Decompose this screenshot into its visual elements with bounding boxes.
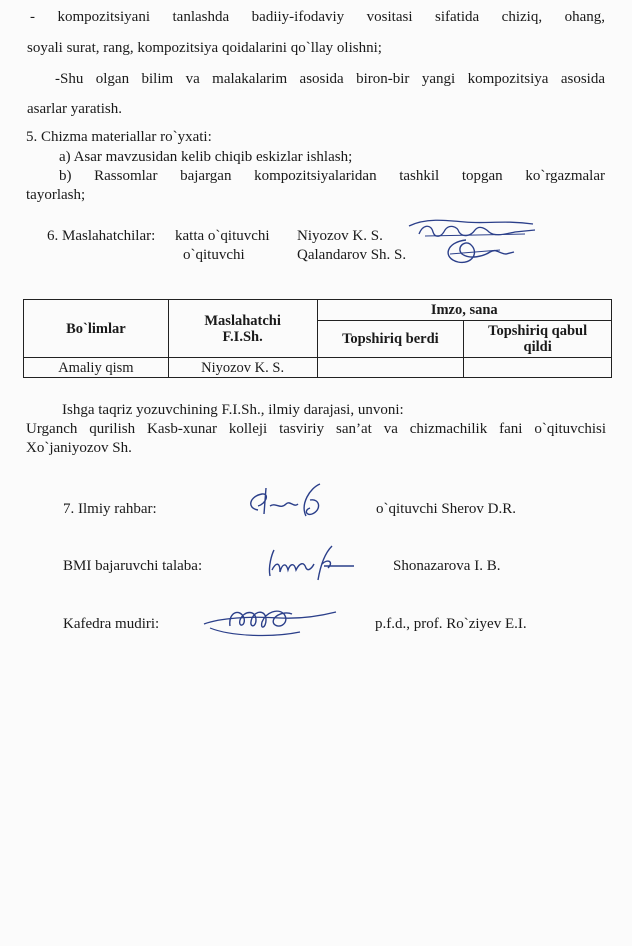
- consultant-title: o`qituvchi: [183, 247, 245, 263]
- advisor-label: 7. Ilmiy rahbar:: [63, 501, 157, 517]
- table-cell-given: [317, 358, 464, 378]
- section-heading: 6. Maslahatchilar:: [47, 228, 156, 244]
- consultant-signature-2: [440, 234, 520, 268]
- text-line: -Shu olgan bilim va malakalarim asosida biron-bir yangi kompozitsiya asosida: [55, 71, 605, 87]
- advisor-signature: [240, 480, 330, 520]
- consultant-name: Niyozov K. S.: [297, 228, 383, 244]
- list-item: tayorlash;: [26, 187, 86, 203]
- header-line: Maslahatchi: [204, 312, 281, 329]
- advisor-name: o`qituvchi Sherov D.R.: [376, 501, 516, 517]
- list-item: a) Asar mavzusidan kelib chiqib eskizlar ishlash;: [59, 149, 353, 165]
- table-header-accepted: [464, 321, 612, 358]
- table-header-consultant: [168, 300, 317, 358]
- text-line: soyali surat, rang, kompozitsiya qoidalarini qo`llay olishni;: [27, 40, 382, 56]
- table-cell-section: Amaliy qism: [24, 358, 169, 378]
- header-line: Topshiriq qabul: [488, 323, 588, 339]
- student-signature: [262, 540, 357, 585]
- table-cell-consultant: Niyozov K. S.: [168, 358, 317, 378]
- table-row: [24, 358, 612, 378]
- text-line: Xo`janiyozov Sh.: [26, 440, 132, 456]
- text-line: Ishga taqriz yozuvchining F.I.Sh., ilmiy darajasi, unvoni:: [62, 402, 404, 418]
- text-line: - kompozitsiyani tanlashda badiiy-ifodaviy vositasi sifatida chiziq, ohang,: [30, 9, 605, 25]
- list-item: b) Rassomlar bajargan kompozitsiyalaridan tashkil topgan ko`rgazmalar: [59, 168, 605, 184]
- student-label: BMI bajaruvchi talaba:: [63, 558, 203, 574]
- header-line: F.I.Sh.: [222, 328, 263, 345]
- table-header-given: Topshiriq berdi: [317, 321, 464, 358]
- table-header-signature-date: Imzo, sana: [317, 300, 611, 321]
- head-label: Kafedra mudiri:: [63, 616, 160, 632]
- head-signature: [200, 598, 340, 643]
- table-header-sections: Bo`limlar: [24, 300, 169, 358]
- consultant-name: Qalandarov Sh. S.: [297, 247, 407, 263]
- section-heading: 5. Chizma materiallar ro`yxati:: [26, 129, 212, 145]
- consultant-title: katta o`qituvchi: [175, 228, 270, 244]
- table-cell-accepted: [464, 358, 612, 378]
- text-line: Urganch qurilish Kasb-xunar kolleji tasviriy san’at va chizmachilik fani o`qituvchisi: [26, 421, 606, 437]
- head-name: p.f.d., prof. Ro`ziyev E.I.: [375, 616, 527, 632]
- student-name: Shonazarova I. B.: [393, 558, 501, 574]
- text-line: asarlar yaratish.: [27, 101, 122, 117]
- header-line: qildi: [523, 339, 552, 355]
- consultant-table: [23, 299, 612, 378]
